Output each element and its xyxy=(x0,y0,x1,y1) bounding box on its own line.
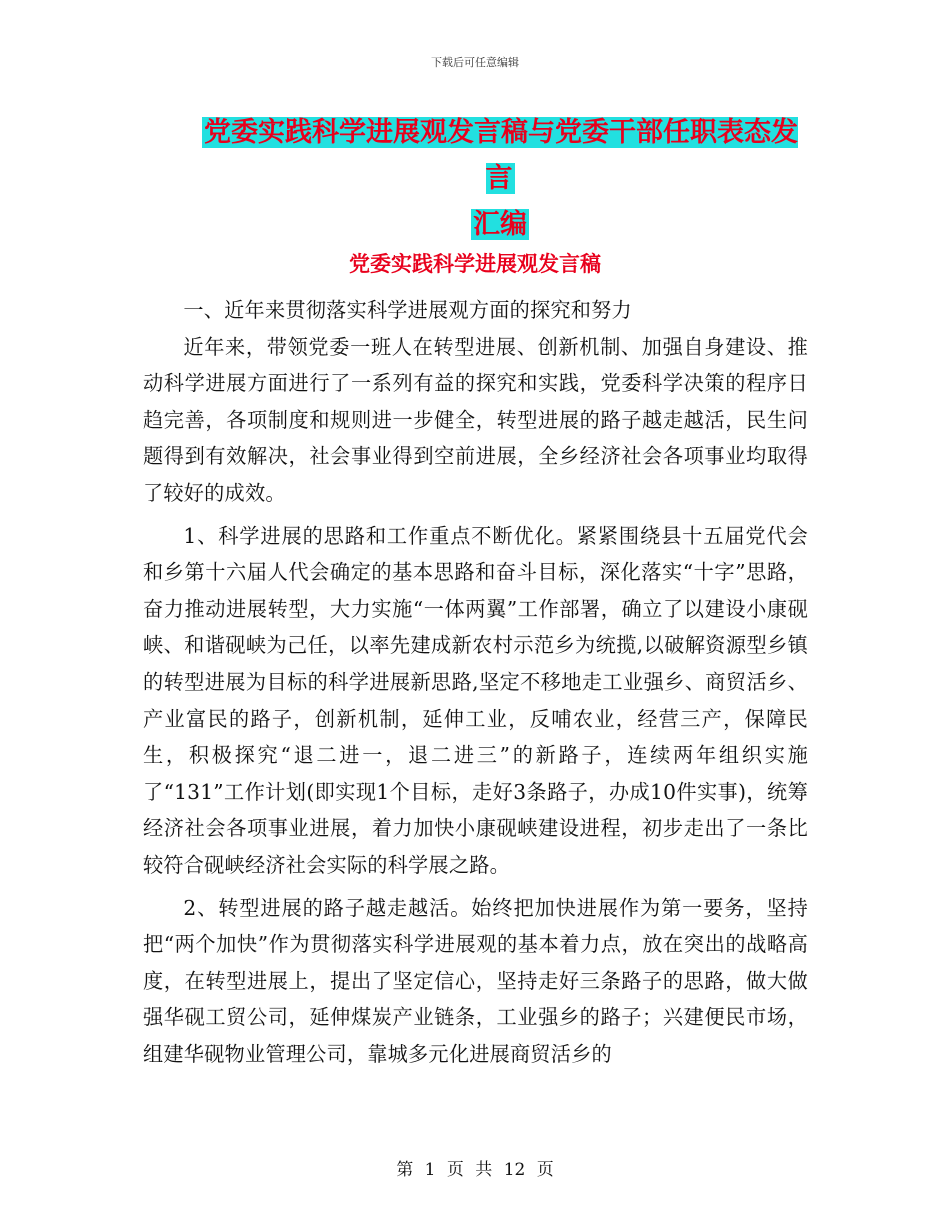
page-number-footer: 第 1 页 共 12 页 xyxy=(396,1160,554,1180)
section-title: 党委实践科学进展观发言稿 xyxy=(349,251,601,276)
paragraph: 近年来，带领党委一班人在转型进展、创新机制、加强自身建设、推动科学进展方面进行了一系列有益的探究和实践，党委科学决策的程序日趋完善，各项制度和规则进一步健全，转型进展的路子越走越活，民生问题得到有效解决，社会事业得到空前进展，全乡经济社会各项事业均取得了较好的成效。 xyxy=(143,334,808,505)
document-title-line1: 党委实践科学进展观发言稿与党委干部任职表态发言 xyxy=(204,117,798,194)
document-title xyxy=(190,110,810,248)
paragraph: 1、科学进展的思路和工作重点不断优化。紧紧围绕县十五届党代会和乡第十六届人代会确定的基本思路和奋斗目标，深化落实“十字”思路，奋力推动进展转型，大力实施“一体两翼”工作部署，确立了以建设小康砚峡、和谐砚峡为己任，以率先建成新农村示范乡为统揽,以破解资源型乡镇的转型进展为目标的科学进展新思路,坚定不移地走工业强乡、商贸活乡、产业富民的路子，创新机制，延伸工业，反哺农业，经营三产，保障民生，积极探究“退二进一，退二进三”的新路子，连续两年组织实施了“131”工作计划(即实现1个目标，走好3条路子，办成10件实事)，统筹经济社会各项事业进展，着力加快小康砚峡建设进程，初步走出了一条比较符合砚峡经济社会实际的科学展之路。 xyxy=(143,523,808,877)
paragraph-heading: 一、近年来贯彻落实科学进展观方面的探究和努力 xyxy=(183,298,632,322)
paragraph: 2、转型进展的路子越走越活。始终把加快进展作为第一要务，坚持把“两个加快”作为贯彻落实科学进展观的基本着力点，放在突出的战略高度，在转型进展上，提出了坚定信心，坚持走好三条路子的思路，做大做强华砚工贸公司，延伸煤炭产业链条，工业强乡的路子；兴建便民市场，组建华砚物业管理公司，靠城多元化进展商贸活乡的 xyxy=(143,895,808,1066)
header-note: 下载后可任意编辑 xyxy=(431,56,519,69)
document-title-line2: 汇编 xyxy=(473,209,527,240)
body-text xyxy=(143,292,808,1072)
